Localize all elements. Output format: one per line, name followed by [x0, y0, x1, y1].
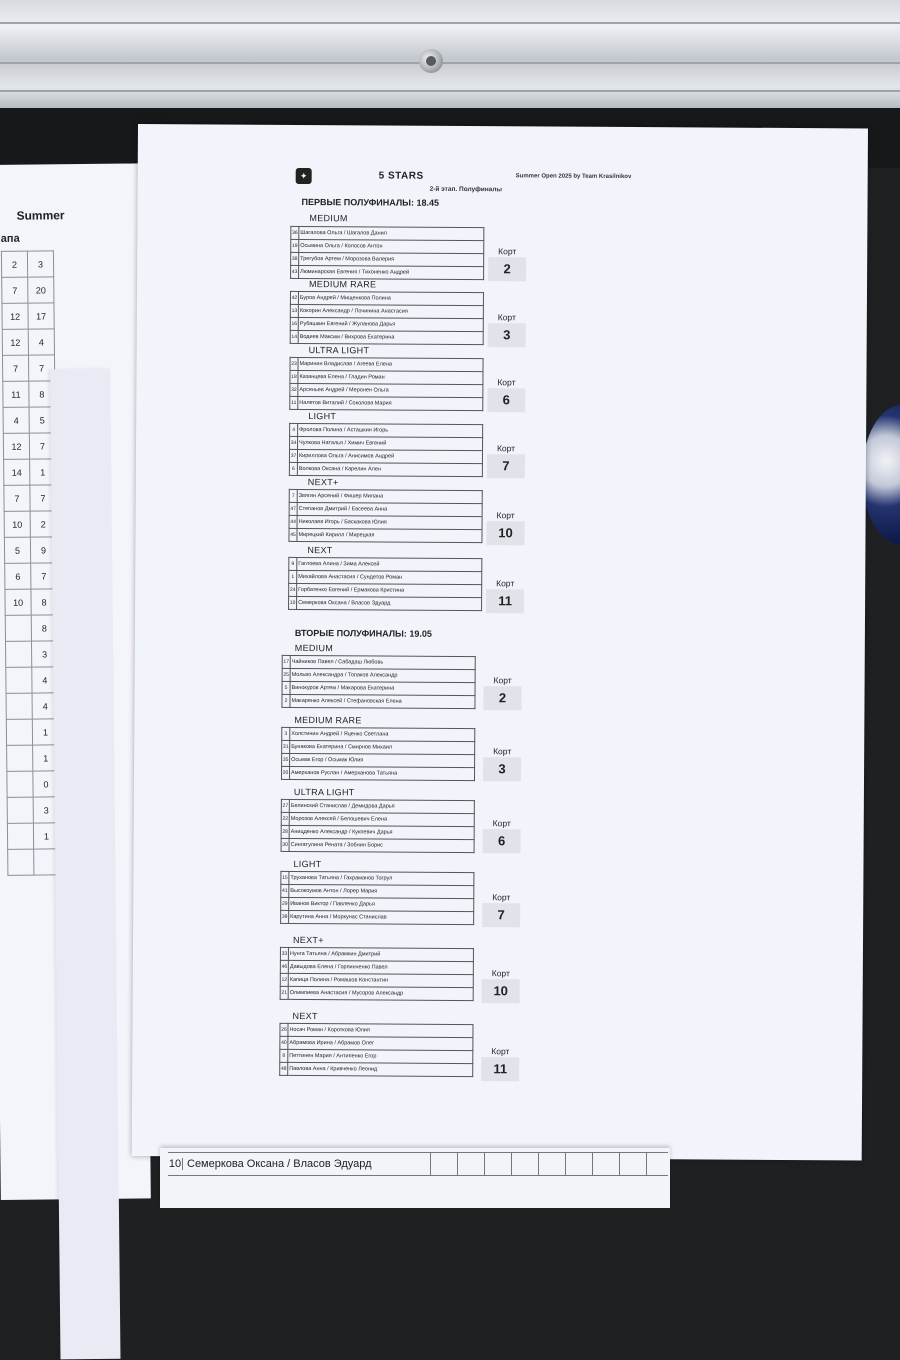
category-title: ULTRA LIGHT [308, 345, 370, 356]
team-number: 6 [289, 462, 297, 475]
table-row [290, 436, 483, 450]
score-cell [511, 1153, 538, 1175]
grid-cell: 7 [30, 485, 56, 511]
team-names: Арсеньев Андрей / Меронен Ольга [298, 383, 483, 397]
team-names: Белинский Станислав / Демидова Дарья [289, 799, 474, 813]
table-row [281, 825, 474, 839]
grid-cell [5, 641, 31, 667]
rail-groove [0, 22, 900, 24]
grid-row [5, 589, 57, 616]
team-number: 9 [289, 557, 297, 570]
grid-row [7, 823, 59, 850]
grid-header-cell: 2 [1, 251, 27, 277]
brand-title: 5 STARS [378, 170, 424, 182]
grid-row [7, 797, 59, 824]
grid-header-row [1, 251, 53, 278]
table-row [290, 396, 483, 410]
table-row [289, 583, 482, 597]
table-row [281, 910, 474, 924]
grid-row [2, 329, 54, 356]
team-names: Люминарская Евгения / Тихоненко Андрей [299, 265, 484, 279]
team-number: 23 [290, 357, 298, 370]
pairs-table [281, 655, 475, 709]
table-row [282, 753, 475, 767]
category-title: NEXT [292, 1010, 318, 1022]
team-names: Осьмина Ольга / Колосов Антон [299, 239, 484, 253]
team-number: 44 [289, 515, 297, 528]
rail-groove [0, 90, 900, 92]
team-number: 32 [290, 383, 298, 396]
team-number: 38 [291, 252, 299, 265]
grid-cell: 0 [33, 771, 59, 797]
pairs-table [289, 423, 483, 477]
category-title: ULTRA LIGHT [293, 786, 355, 798]
court-label: Корт [492, 818, 511, 829]
team-names: Горбатенко Евгений / Ермакова Кристина [297, 583, 482, 597]
table-row [280, 1023, 473, 1037]
table-row [290, 423, 483, 437]
team-names: Мольво Александра / Топаков Александр [290, 668, 475, 682]
bottom-sheet-row [168, 1152, 668, 1176]
team-number: 19 [291, 239, 299, 252]
team-names: Трегубов Артем / Морозова Валерия [299, 252, 484, 266]
court-number: 6 [483, 829, 521, 853]
court-label: Корт [493, 746, 512, 757]
table-row [280, 1049, 473, 1063]
court-label: Корт [491, 1046, 510, 1057]
team-names: Михайлова Анастасия / Сундетов Роман [297, 570, 482, 584]
grid-cell: 8 [31, 589, 57, 615]
pairs-table [288, 489, 482, 543]
grid-cell: 4 [32, 667, 58, 693]
team-number: 34 [290, 436, 298, 449]
team-names: Чулкова Наталья / Химич Евгений [298, 436, 483, 450]
table-row [291, 252, 484, 266]
team-names: Звягин Арсений / Фишер Милана [297, 489, 482, 503]
category-title: NEXT+ [292, 934, 324, 946]
category-title: MEDIUM [309, 213, 348, 224]
grid-row [3, 433, 55, 460]
grid-cell: 14 [4, 459, 30, 485]
screw [419, 49, 443, 73]
team-names: Амерханов Руслан / Амерханова Татьяна [289, 766, 474, 780]
table-row [280, 947, 473, 961]
aluminium-rail [0, 0, 900, 108]
team-number: 27 [281, 799, 289, 812]
team-names: Кокорин Александр / Починина Анастасия [298, 304, 483, 318]
grid-row [5, 615, 57, 642]
court-number: 3 [483, 757, 521, 781]
table-row [281, 884, 474, 898]
table-row [280, 986, 473, 1000]
table-row [282, 681, 475, 695]
grid-cell: 2 [30, 511, 56, 537]
grid-row [6, 693, 58, 720]
team-names: Холстинин Андрей / Яценко Светлана [290, 727, 475, 741]
court-number: 2 [483, 686, 521, 710]
table-row [289, 449, 482, 463]
team-names: Гаглоева Алина / Зима Алексей [297, 557, 482, 571]
team-names: Волкова Оксана / Карелин Ален [297, 462, 482, 476]
team-number: 36 [291, 226, 299, 239]
grid-cell: 20 [28, 277, 54, 303]
grid-cell [7, 823, 33, 849]
team-names: Буров Андрей / Мищенкова Полина [298, 291, 483, 305]
court-number: 2 [488, 257, 526, 281]
court-label: Корт [497, 377, 516, 388]
grid-row [7, 745, 59, 772]
team-names: Осьмак Егор / Осьмак Юлия [290, 753, 475, 767]
volleyball [862, 405, 900, 545]
grid-cell: 17 [28, 303, 54, 329]
team-names: Нунга Татьяна / Абрамкин Дмитрий [288, 947, 473, 961]
team-number: 42 [290, 291, 298, 304]
team-number: 16 [290, 317, 298, 330]
team-number: 43 [291, 265, 299, 278]
score-cell [457, 1153, 484, 1175]
team-number: 20 [281, 766, 289, 779]
team-names: Олимпиева Анастасия / Мусоров Александр [288, 986, 473, 1000]
grid-cell: 5 [29, 407, 55, 433]
team-names: Семеркова Оксана / Власов Эдуард [297, 596, 482, 610]
team-names: Морозов Алексей / Белошевич Елена [289, 812, 474, 826]
table-row [280, 1062, 473, 1076]
court-label: Корт [493, 675, 512, 686]
team-names: Мирецкий Кирилл / Мирецкая [297, 528, 482, 542]
team-names: Аницденко Александр / Кукпевич Дарья [289, 825, 474, 839]
category-title: LIGHT [293, 858, 322, 870]
court-label: Корт [496, 578, 515, 589]
team-names: Налетов Виталий / Соколова Мария [298, 396, 483, 410]
grid-row [4, 485, 56, 512]
team-names: Высокоумов Антон / Лорер Мария [289, 884, 474, 898]
court-number: 7 [487, 454, 525, 478]
grid-cell [7, 745, 33, 771]
table-row [291, 265, 484, 279]
table-row [280, 973, 473, 987]
team-number: 26 [280, 1023, 288, 1036]
first-semifinals-title: ПЕРВЫЕ ПОЛУФИНАЛЫ: 18.45 [301, 197, 440, 208]
team-number: 14 [290, 330, 298, 343]
grid-cell: 6 [5, 563, 31, 589]
grid-cell [6, 719, 32, 745]
pairs-table [290, 291, 484, 345]
table-row [289, 502, 482, 516]
grid-cell: 3 [31, 641, 57, 667]
grid-cell: 10 [4, 511, 30, 537]
team-number: 39 [281, 910, 289, 923]
category-title: LIGHT [308, 411, 337, 422]
team-number: 35 [282, 753, 290, 766]
team-number: 5 [282, 681, 290, 694]
grid-cell: 7 [2, 277, 28, 303]
team-names: Сингатулина Рената / Зобнин Борис [289, 838, 474, 852]
team-names: Фролова Полина / Асташкин Игорь [298, 423, 483, 437]
category-title: MEDIUM [294, 642, 334, 654]
table-row [290, 383, 483, 397]
category-title: NEXT [307, 545, 333, 556]
table-row [280, 1036, 473, 1050]
table-row [281, 897, 474, 911]
grid-row [2, 277, 54, 304]
grid-cell: 3 [33, 797, 59, 823]
grid-cell: 10 [5, 589, 31, 615]
team-number: 13 [290, 304, 298, 317]
team-number: 17 [282, 655, 290, 668]
table-row [281, 766, 474, 780]
team-number: 22 [281, 812, 289, 825]
table-row [289, 557, 482, 571]
team-number: 41 [281, 884, 289, 897]
court-number: 7 [482, 903, 520, 927]
bottom-sheet-names: Семеркова Оксана / Власов Эдуард [187, 1158, 372, 1170]
grid-row [3, 381, 55, 408]
team-number: 31 [282, 740, 290, 753]
grid-cell: 9 [30, 537, 56, 563]
team-names: Петтинен Мария / Антипенко Егор [288, 1049, 473, 1063]
team-names: Павлова Анна / Кривченко Леонид [288, 1062, 473, 1076]
grid-cell [7, 797, 33, 823]
grid-row [4, 511, 56, 538]
grid-cell: 7 [4, 485, 30, 511]
pairs-table [281, 799, 475, 853]
score-cell [646, 1153, 673, 1175]
team-names: Казанцева Елена / Гладин Роман [298, 370, 483, 384]
team-number: 3 [282, 727, 290, 740]
team-number: 48 [280, 1062, 288, 1075]
team-names: Носач Роман / Короткова Юлия [288, 1023, 473, 1037]
team-number: 11 [290, 396, 298, 409]
team-names: Труханова Татьяна / Гахраманов Тогрул [289, 871, 474, 885]
second-semifinals-title: ВТОРЫЕ ПОЛУФИНАЛЫ: 19.05 [294, 627, 432, 639]
court-number: 10 [482, 979, 520, 1003]
grid-cell: 12 [2, 303, 28, 329]
table-row [291, 226, 484, 240]
table-row [290, 317, 483, 331]
team-number: 15 [281, 871, 289, 884]
team-number: 25 [282, 668, 290, 681]
bottom-sheet [160, 1148, 670, 1208]
table-row [289, 596, 482, 610]
bottom-sheet-number: 10 [168, 1158, 182, 1170]
table-row [281, 812, 474, 826]
team-number: 21 [280, 986, 288, 999]
grid-row [3, 407, 55, 434]
table-row [290, 330, 483, 344]
grid-cell [7, 771, 33, 797]
team-number: 7 [289, 489, 297, 502]
team-names: Рубашкин Евгений / Жуланова Дарья [298, 317, 483, 331]
team-names: Степанов Дмитрий / Евсеева Анна [297, 502, 482, 516]
grid-cell: 1 [33, 823, 59, 849]
grid-row [2, 303, 54, 330]
team-number: 1 [289, 570, 297, 583]
table-row [281, 799, 474, 813]
logo-icon: ✦ [296, 168, 312, 184]
grid-cell: 1 [33, 745, 59, 771]
grid-row [6, 719, 58, 746]
team-names: Иванов Виктор / Павленко Дарья [289, 897, 474, 911]
category-title: MEDIUM RARE [308, 279, 377, 290]
table-row [282, 694, 475, 708]
team-number: 29 [281, 897, 289, 910]
grid-cell: 5 [4, 537, 30, 563]
team-number: 10 [289, 596, 297, 609]
court-number: 10 [486, 521, 524, 545]
grid-cell: 8 [31, 615, 57, 641]
team-number: 28 [281, 825, 289, 838]
court-label: Корт [498, 246, 517, 257]
grid-cell: 4 [28, 329, 54, 355]
court-label: Корт [496, 510, 515, 521]
grid-header-cell: 3 [27, 251, 53, 277]
grid-cell: 7 [28, 355, 54, 381]
team-number: 47 [289, 502, 297, 515]
grid-cell: 4 [32, 693, 58, 719]
team-number: 33 [280, 947, 288, 960]
team-names: Шагалова Ольга / Шагалов Данил [299, 226, 484, 240]
table-row [282, 668, 475, 682]
grid-row [4, 459, 56, 486]
semifinal-schedule-sheet [132, 124, 868, 1160]
score-cell [592, 1153, 619, 1175]
grid-cell: 11 [3, 381, 29, 407]
team-names: Чайников Павел / Сабадаш Любовь [290, 655, 475, 669]
team-number: 46 [280, 960, 288, 973]
pairs-table [288, 557, 482, 611]
grid-cell: 1 [32, 719, 58, 745]
category-title: MEDIUM RARE [294, 714, 362, 726]
grid-cell [6, 693, 32, 719]
court-label: Корт [491, 968, 510, 979]
table-row [282, 727, 475, 741]
team-number: 30 [281, 838, 289, 851]
event-title: Summer Open 2025 by Team Krasilnikov [515, 173, 632, 181]
team-number: 37 [289, 449, 297, 462]
table-row [289, 489, 482, 503]
grid-row [7, 771, 59, 798]
grid-cell [8, 849, 34, 875]
court-number: 6 [487, 388, 525, 412]
pairs-table [290, 226, 484, 280]
grid-cell: 7 [29, 433, 55, 459]
grid-cell: 4 [3, 407, 29, 433]
grid-cell: 7 [31, 563, 57, 589]
team-names: Давыдова Елена / Горпинченко Павел [288, 960, 473, 974]
team-names: Капица Полина / Ромашов Константин [288, 973, 473, 987]
table-row [280, 960, 473, 974]
stage-title: 2-й этап. Полуфиналы [429, 185, 503, 194]
team-number: 45 [289, 528, 297, 541]
left-sheet-subtitle: апа [0, 232, 20, 245]
table-row [290, 304, 483, 318]
grid-cell: 12 [3, 433, 29, 459]
grid-cell [5, 615, 31, 641]
table-row [281, 838, 474, 852]
left-score-sheet [0, 163, 151, 1200]
team-names: Николаев Игорь / Баскакова Юлия [297, 515, 482, 529]
table-row [289, 462, 482, 476]
grid-cell: 8 [29, 381, 55, 407]
score-cell [565, 1153, 592, 1175]
grid-row [4, 537, 56, 564]
grid-cell: 7 [2, 355, 28, 381]
team-names: Бунакова Екатерина / Смирнов Михаил [290, 740, 475, 754]
team-names: Маринин Владислав / Агеева Елена [298, 357, 483, 371]
rail-groove [0, 62, 900, 64]
sheet-fold [50, 369, 120, 1360]
team-number: 18 [290, 370, 298, 383]
grid-cell: 1 [30, 459, 56, 485]
team-names: Макаренко Алексей / Стефановская Елена [290, 694, 475, 708]
pairs-table [289, 357, 483, 411]
team-number: 12 [280, 973, 288, 986]
team-number: 24 [289, 583, 297, 596]
left-sheet-title: Summer [16, 208, 65, 223]
grid-row [5, 641, 57, 668]
table-row [291, 239, 484, 253]
team-number: 8 [280, 1049, 288, 1062]
court-label: Корт [496, 443, 516, 454]
team-number: 40 [280, 1036, 288, 1049]
table-row [289, 515, 482, 529]
table-row [282, 740, 475, 754]
category-title: NEXT+ [307, 477, 339, 488]
court-number: 11 [481, 1057, 519, 1081]
score-cell [484, 1153, 511, 1175]
table-row [290, 370, 483, 384]
grid-cell [6, 667, 32, 693]
grid-row [5, 563, 57, 590]
pairs-table [279, 1023, 473, 1077]
team-names: Водиев Максим / Вихрова Екатерина [298, 330, 483, 344]
table-row [289, 528, 482, 542]
grid-cell: 12 [2, 329, 28, 355]
grid-row [8, 849, 60, 876]
table-row [281, 871, 474, 885]
team-names: Абрамова Ирина / Абрамов Олег [288, 1036, 473, 1050]
score-cell [430, 1153, 457, 1175]
court-label: Корт [497, 312, 516, 323]
table-row [290, 291, 483, 305]
pairs-table [280, 871, 474, 925]
team-names: Винокуров Артем / Макарова Екатерина [290, 681, 475, 695]
pairs-table [281, 727, 475, 781]
table-row [290, 357, 483, 371]
table-row [282, 655, 475, 669]
team-number: 2 [282, 694, 290, 707]
grid-row [6, 667, 58, 694]
court-label: Корт [492, 892, 511, 903]
pairs-table [280, 947, 474, 1001]
bottom-sheet-cells [430, 1153, 673, 1175]
team-names: Кириллова Ольга / Анисимов Андрей [297, 449, 482, 463]
table-row [289, 570, 482, 584]
team-names: Карутина Анна / Моркунас Станислав [289, 910, 474, 924]
score-cell [538, 1153, 565, 1175]
grid-row [2, 355, 54, 382]
court-number: 11 [486, 589, 524, 613]
court-number: 3 [488, 323, 526, 347]
team-number: 4 [290, 423, 298, 436]
score-cell [619, 1153, 646, 1175]
